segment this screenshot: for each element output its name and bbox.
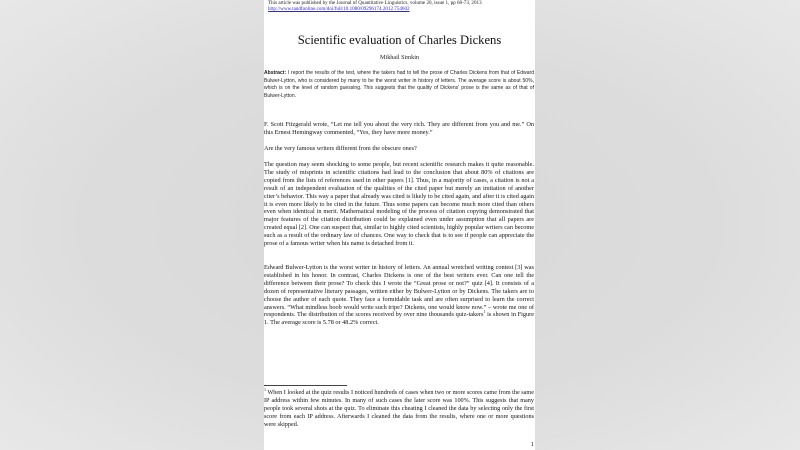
paragraph-quiz-description	[264, 264, 534, 327]
footnote-divider	[264, 385, 347, 386]
publication-link[interactable]: http://www.tandfonline.com/doi/full/10.1080/09296174.2012.754602	[268, 6, 410, 12]
paragraph-fitzgerald-quote: F. Scott Fitzgerald wrote, “Let me tell you about the very rich. They are different from you and me.” On this Ernest Hemingway commented, “Yes, they have more money.”	[264, 121, 534, 136]
author-name: Mikhail Simkin	[379, 54, 420, 61]
paragraph-text: Edward Bulwer-Lytton is the worst writer in history of letters. An annual wretched writing contest [3] was established in his honor. In contrast, Charles Dickens is one of the best writers ever. Can one tell the difference between their prose? To check this I wrote the “Great prose or not?” quiz [4]. It consists of a dozen of representative literary passages, written either by Bulwer-Lytton or by Dickens. The takers are to choose the author of each quote. They face a formidable task and are often surprised to learn the correct answers. “What mindless boob would write such tripe? Dickens, one would know now.” – wrote me one of respondents. The distribution of the scores received by over nine thousands quiz-takers	[264, 264, 534, 319]
paper-title: Scientific evaluation of Charles Dickens	[297, 33, 502, 47]
footnote	[264, 386, 534, 429]
page-number: 1	[530, 441, 534, 448]
abstract-label: Abstract:	[264, 70, 287, 76]
paragraph-question: Are the very famous writers different from the obscure ones?	[264, 145, 417, 152]
abstract	[264, 70, 534, 100]
footnote-marker: 1	[264, 386, 266, 392]
paragraph-citation-research: The question may seem shocking to some people, but recent scientific research makes it quite reasonable. The study of misprints in scientific citations had lead to the conclusion that about 80% of citations are copied from the lists of references used in other papers [1]. Thus, in a majority of cases, a citation is not a result of an independent evaluation of the qualities of the cited paper but merely an imitation of another citer’s behavior. This way a paper that already was cited is likely to be cited again, and after it is cited again it is even more likely to be cited in the future. Thus some papers can become much more cited than others even when identical in merit. Mathematical modeling of the process of citation copying demonstrated that major features of the citation distribution could be explained even under assumption that all papers are created equal [2]. One can suspect that, similar to highly cited scientists, highly popular writers can become such as a result of the ordinary law of chances. One way to check that is to see if people can appreciate the prose of a famous writer when his name is detached from it.	[264, 161, 534, 248]
footnote-reference[interactable]: 1	[483, 309, 486, 315]
paragraph-text: is shown in Figure 1. The average score is 5.78 or 48.2% correct.	[264, 311, 534, 327]
footnote-text: When I looked at the quiz results I noticed hundreds of cases when two or more scores came from the same IP address within few minutes. In many of such cases the later score was 100%. This suggests that many people took several shots at the quiz. To eliminate this cheating I cleaned the data by selecting only the first score from each IP address. Afterwards I cleaned the data from the results, where one or more questions were skipped.	[264, 389, 534, 428]
pdf-page	[264, 0, 535, 450]
abstract-text: I report the results of the test, where the takers had to tell the prose of Charles Dickens from that of Edward Bulwer-Lytton, who is considered by many to be the worst writer in history of letters. The average score is about 50%, which is on the level of random guessing. This suggests that the quality of Dickens' prose is the same as of that of Bulwer-Lytton.	[264, 70, 534, 99]
publication-note: This article was published by the Journal of Quantitative Linguistics, volume 20, issue 1, pp 68-73, 2013	[268, 0, 482, 6]
